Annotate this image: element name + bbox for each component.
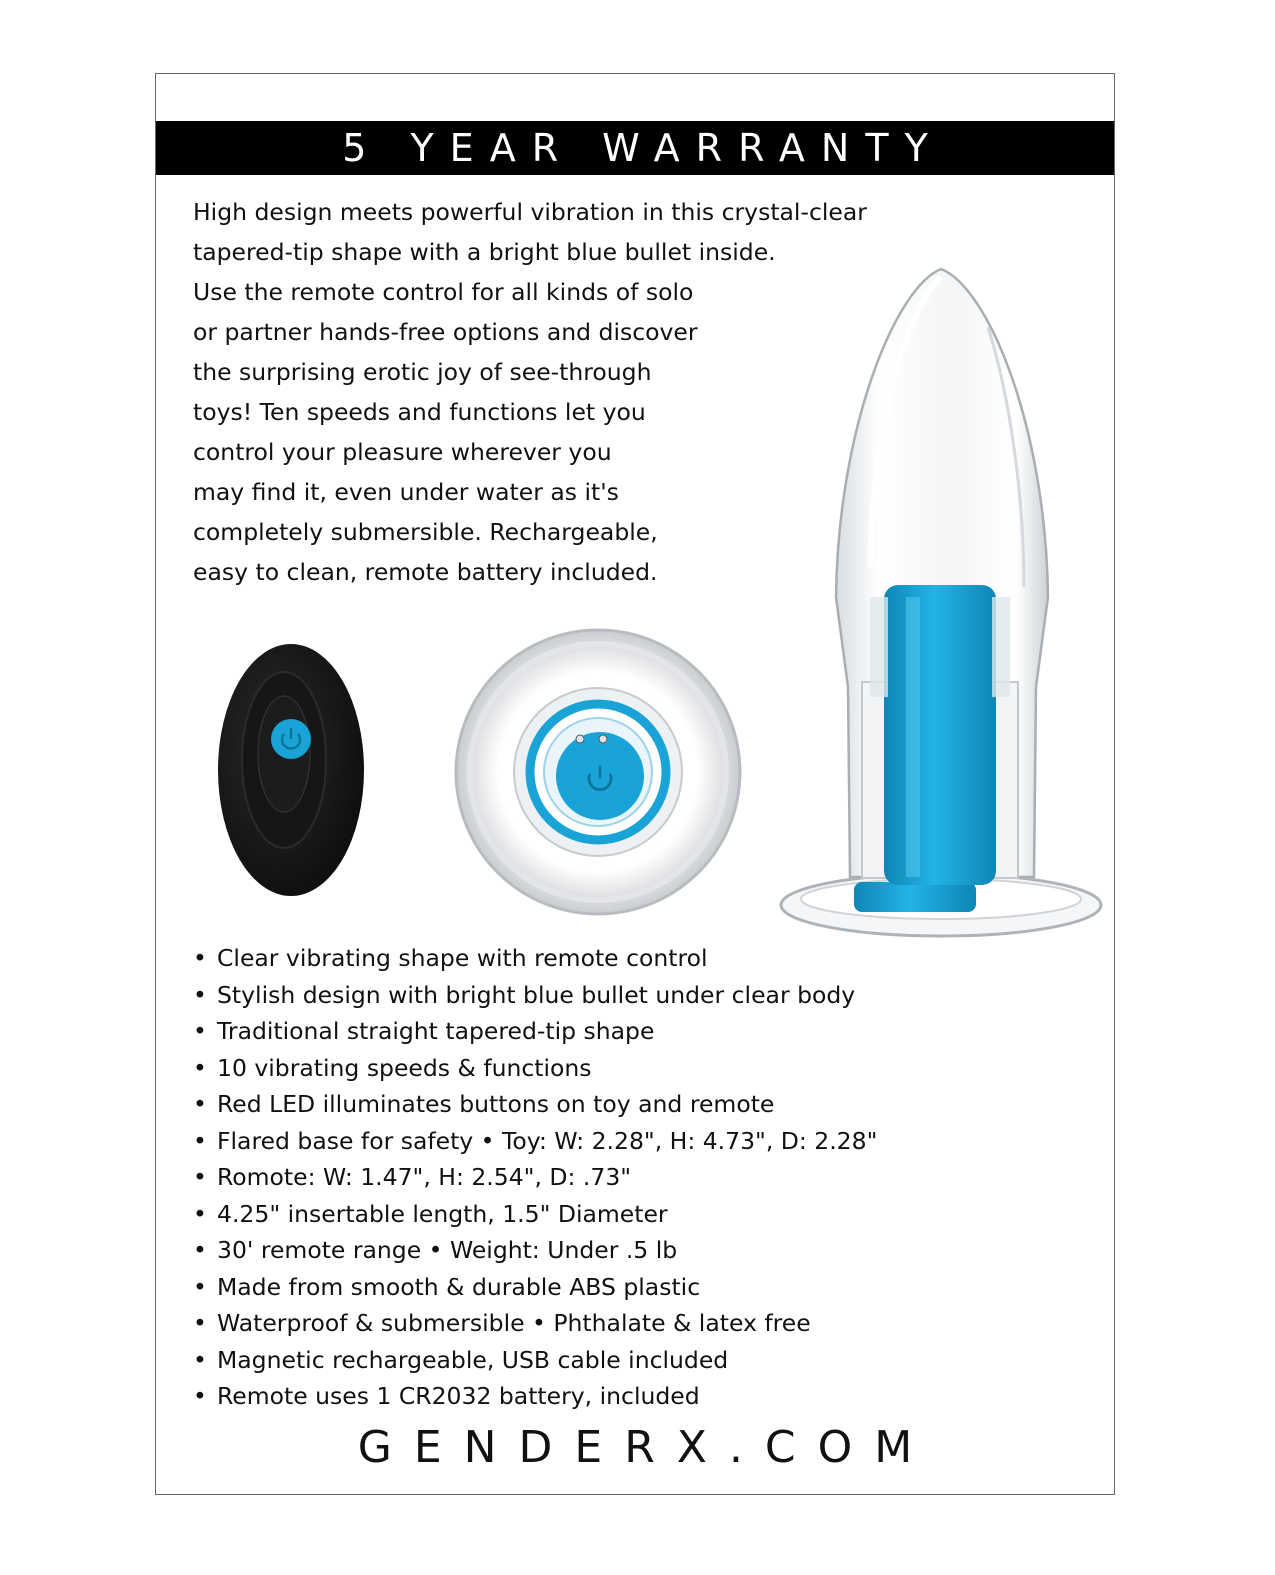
- description-line: or partner hands-free options and discover: [193, 318, 698, 346]
- feature-item: • Stylish design with bright blue bullet under clear body: [193, 980, 856, 1009]
- feature-item: • Traditional straight tapered-tip shape: [193, 1017, 655, 1045]
- remote-control-image: [216, 642, 366, 898]
- toy-base-image: [452, 626, 744, 918]
- description-line: toys! Ten speeds and functions let you: [193, 398, 646, 426]
- feature-item: • 4.25" insertable length, 1.5" Diameter: [193, 1199, 668, 1228]
- feature-item: • Remote uses 1 CR2032 battery, included: [193, 1382, 700, 1410]
- description-line: the surprising erotic joy of see-through: [193, 358, 652, 386]
- description-line: control your pleasure wherever you: [193, 438, 612, 466]
- description-line: Use the remote control for all kinds of solo: [193, 278, 694, 306]
- feature-item: • Flared base for safety • Toy: W: 2.28", H: 4.73", D: 2.28": [193, 1126, 878, 1155]
- feature-item: • Magnetic rechargeable, USB cable included: [193, 1345, 729, 1374]
- feature-list: [193, 940, 1093, 1415]
- description-line: completely submersible. Rechargeable,: [193, 518, 658, 546]
- warranty-title: 5 YEAR WARRANTY: [342, 126, 944, 170]
- feature-item: • Clear vibrating shape with remote control: [193, 944, 708, 972]
- feature-item: • 30' remote range • Weight: Under .5 lb: [193, 1236, 678, 1264]
- description-line: easy to clean, remote battery included.: [193, 558, 658, 586]
- warranty-banner: [156, 121, 1114, 175]
- feature-item: • Waterproof & submersible • Phthalate & latex free: [193, 1309, 811, 1337]
- description-line: tapered-tip shape with a bright blue bullet inside.: [193, 238, 776, 266]
- feature-item: • 10 vibrating speeds & functions: [193, 1053, 592, 1082]
- brand-website: GENDERX.COM: [357, 1422, 935, 1473]
- product-card: [155, 73, 1115, 1495]
- description-line: High design meets powerful vibration in this crystal-clear: [193, 198, 867, 226]
- description-line: may find it, even under water as it's: [193, 478, 619, 506]
- feature-item: • Made from smooth & durable ABS plastic: [193, 1272, 701, 1301]
- description-intro: [193, 192, 1093, 272]
- clear-toy-image: [778, 267, 1106, 939]
- feature-item: • Romote: W: 1.47", H: 2.54", D: .73": [193, 1163, 632, 1191]
- feature-item: • Red LED illuminates buttons on toy and remote: [193, 1090, 775, 1118]
- description-body: [193, 272, 833, 592]
